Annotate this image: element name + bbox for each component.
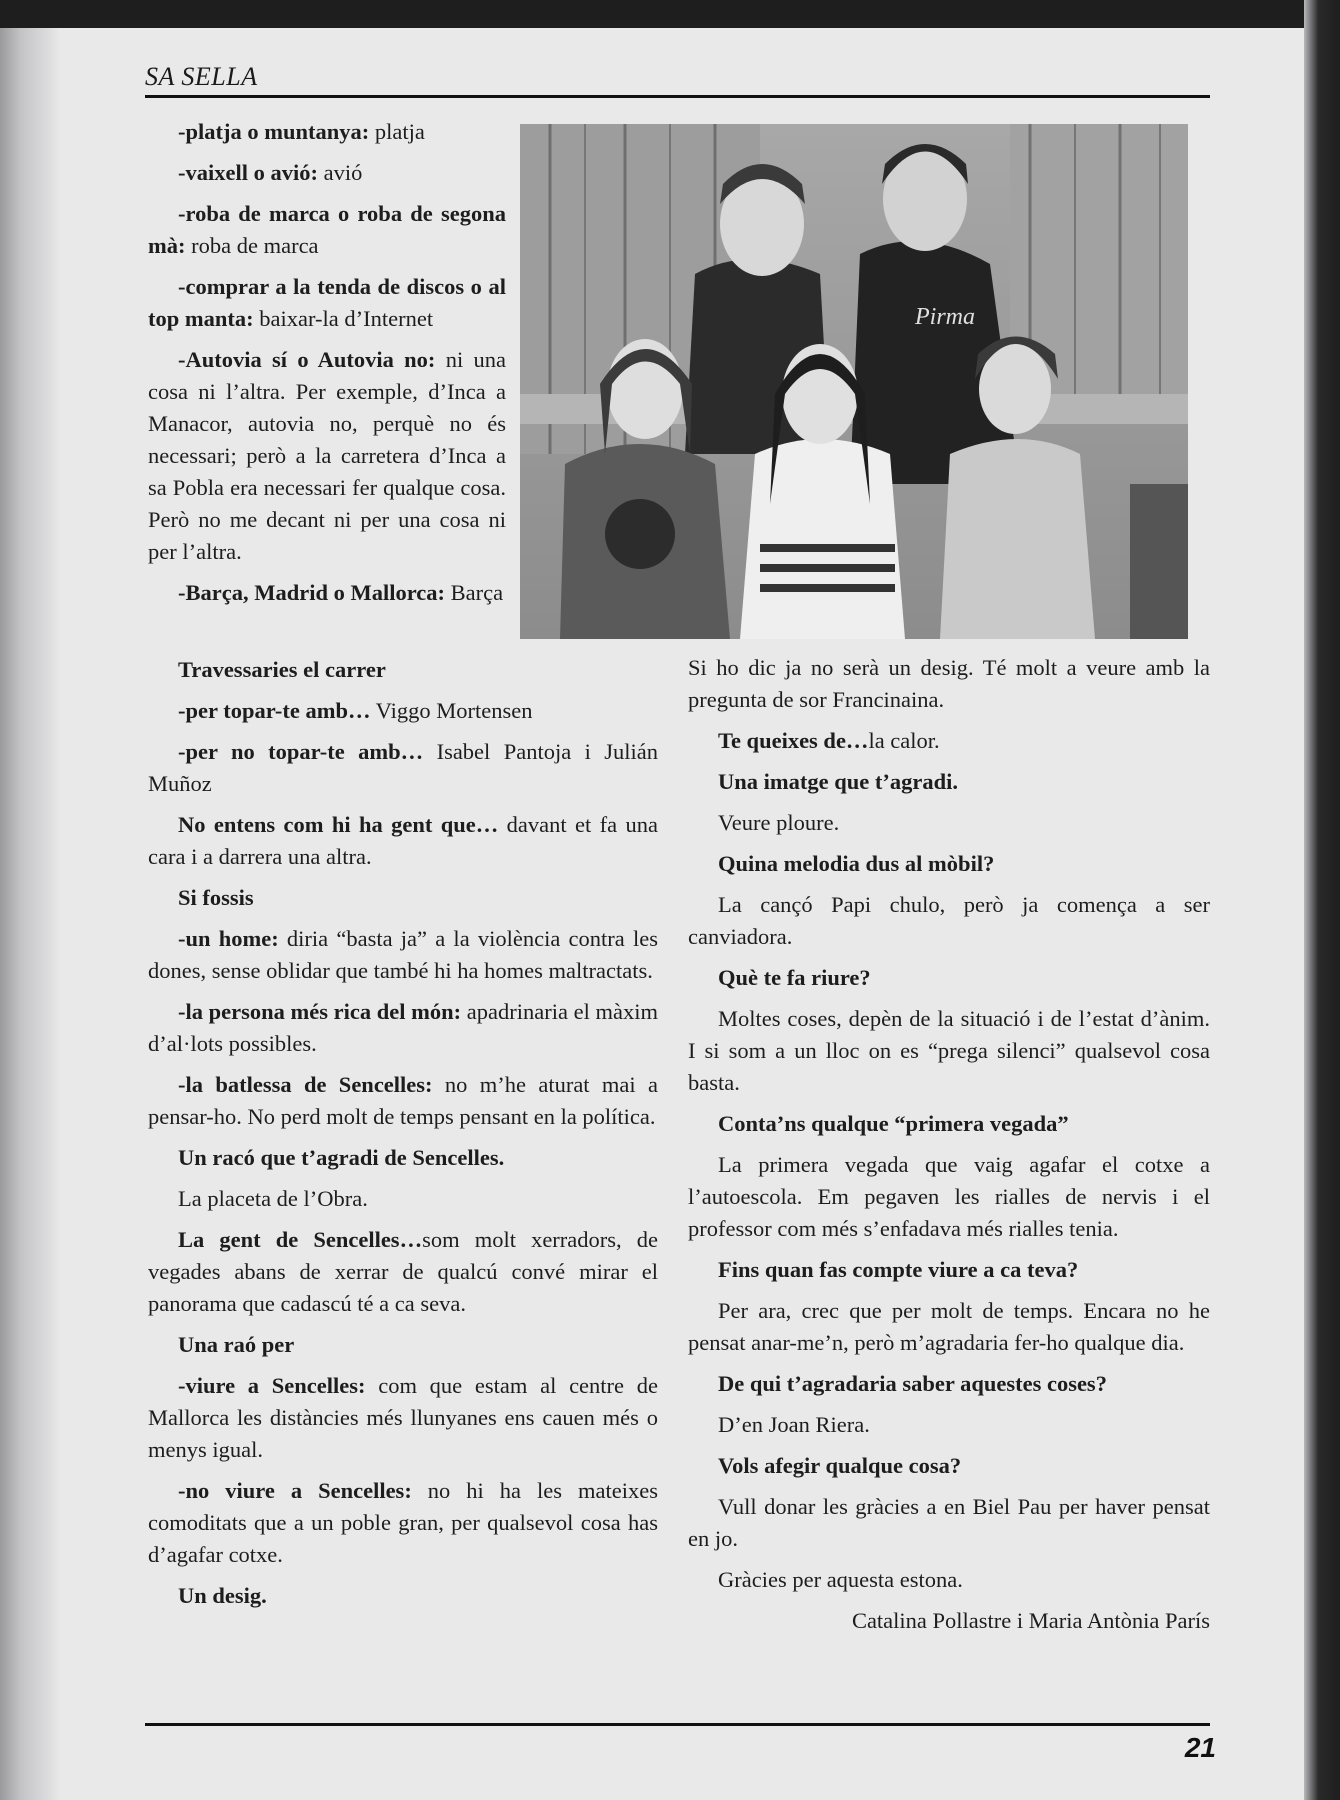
qa-item [148,809,658,873]
scan-top-border [0,0,1340,28]
qa-item [148,1069,658,1133]
question-text: -un home: [178,926,279,951]
answer-text: no m’he aturat mai a pensar-ho. No perd molt de temps pensant en la política. [148,1072,658,1129]
answer-text: Si ho dic ja no serà un desig. Té molt a veure amb la pregunta de sor Francinaina. [688,655,1210,712]
intro-column [148,116,506,618]
question-heading: Un racó que t’agradi de Sencelles. [178,1145,505,1170]
question-text: No entens com hi ha gent que… [178,812,499,837]
qa-item [148,116,506,148]
question-heading: Travessaries el carrer [178,657,386,682]
answer-text: Gràcies per aquesta estona. [718,1567,963,1592]
answer-text: Moltes coses, depèn de la situació i de l’estat d’ànim. I si som a un lloc on es “prega silenci” qualsevol cosa basta. [688,1006,1210,1095]
answer-text: Viggo Mortensen [370,698,533,723]
answer-text: Vull donar les gràcies a en Biel Pau per haver pensat en jo. [688,1494,1210,1551]
question-text: Te queixes de… [718,728,869,753]
bench [1130,484,1188,639]
answer-text: La placeta de l’Obra. [178,1186,368,1211]
qa-item [148,1475,658,1571]
right-column [688,652,1210,1637]
question-heading: Quina melodia dus al mòbil? [718,851,995,876]
qa-item [148,996,658,1060]
answer-text: Veure ploure. [718,810,840,835]
question-text: La gent de Sencelles… [178,1227,423,1252]
question-text: -Barça, Madrid o Mallorca: [178,580,446,605]
qa-item [688,725,1210,757]
qa-item [148,923,658,987]
question-heading: Un desig. [178,1583,267,1608]
answer-text: davant et fa una cara i a darrera una altra. [148,812,658,869]
qa-item [148,157,506,189]
question-heading: Una raó per [178,1332,295,1357]
question-heading: Fins quan fas compte viure a ca teva? [718,1257,1079,1282]
question-heading: Què te fa riure? [718,965,871,990]
question-heading: De qui t’agradaria saber aquestes coses? [718,1371,1107,1396]
answer-text: Barça [445,580,504,605]
question-heading: Conta’ns qualque “primera vegada” [718,1111,1069,1136]
page-number: 21 [1184,1732,1216,1763]
qa-item [148,1224,658,1320]
question-text: -comprar a la tenda de discos o al top manta: [148,274,506,331]
question-text: -viure a Sencelles: [178,1373,366,1398]
left-column [148,654,658,1621]
answer-text: D’en Joan Riera. [718,1412,870,1437]
qa-item [148,344,506,568]
qa-item [148,271,506,335]
scan-right-border [1304,0,1340,1800]
footer-rule [145,1723,1210,1726]
answer-text: no hi ha les mateixes comoditats que a un poble gran, per qualsevol cosa has d’agafar cotxe. [148,1478,659,1567]
answer-text: Isabel Pantoja i Julián Muñoz [148,739,658,796]
question-text: -per topar-te amb… [178,698,371,723]
question-text: -la persona més rica del món: [178,999,462,1024]
question-text: -no viure a Sencelles: [178,1478,412,1503]
answer-text: roba de marca [185,233,319,258]
qa-item [148,736,658,800]
question-text: -roba de marca o roba de segona mà: [148,201,506,258]
question-text: -platja o muntanya: [178,119,370,144]
group-photo [520,124,1188,639]
authors-signature: Catalina Pollastre i Maria Antònia París [851,1608,1210,1633]
question-text: -la batlessa de Sencelles: [178,1072,433,1097]
answer-text: la calor. [868,728,940,753]
header-rule [145,95,1210,98]
qa-item [148,577,506,609]
answer-text: La primera vegada que vaig agafar el cotxe a l’autoescola. Em pegaven les rialles de nervis i el professor com més s’enfadava més rialles tenia. [688,1152,1210,1241]
question-heading: Si fossis [178,885,254,910]
question-text: -Autovia sí o Autovia no: [178,347,436,372]
answer-text: baixar-la d’Internet [253,306,434,331]
question-text: -vaixell o avió: [178,160,318,185]
answer-text: Per ara, crec que per molt de temps. Encara no he pensat anar-me’n, però m’agradaria fer-ho qualque dia. [688,1298,1210,1355]
answer-text: La cançó Papi chulo, però ja comença a ser canviadora. [688,892,1210,949]
answer-text: com que estam al centre de Mallorca les distàncies més llunyanes ens cauen més o menys igual. [148,1373,658,1462]
answer-text: ni una cosa ni l’altra. Per exemple, d’Inca a Manacor, autovia no, perquè no és necessari; però a la carretera d’Inca a sa Pobla era necessari fer qualque cosa. Però no me decant ni per una cosa ni per l’altra. [148,347,506,564]
answer-text: diria “basta ja” a la violència contra les dones, sense oblidar que també hi ha homes maltractats. [148,926,658,983]
question-text: -per no topar-te amb… [178,739,424,764]
qa-item [148,198,506,262]
answer-text: apadrinaria el màxim d’al·lots possibles. [148,999,658,1056]
answer-text: som molt xerradors, de vegades abans de xerrar de qualcú convé mirar el panorama que cadascú té a ca seva. [148,1227,658,1316]
answer-text: avió [317,160,363,185]
qa-item [148,695,658,727]
question-heading: Vols afegir qualque cosa? [718,1453,962,1478]
qa-item [148,1370,658,1466]
magazine-title: SA SELLA [145,62,258,91]
question-heading: Una imatge que t’agradi. [718,769,958,794]
answer-text: platja [369,119,425,144]
shirt-logo: Pirma [915,304,975,330]
